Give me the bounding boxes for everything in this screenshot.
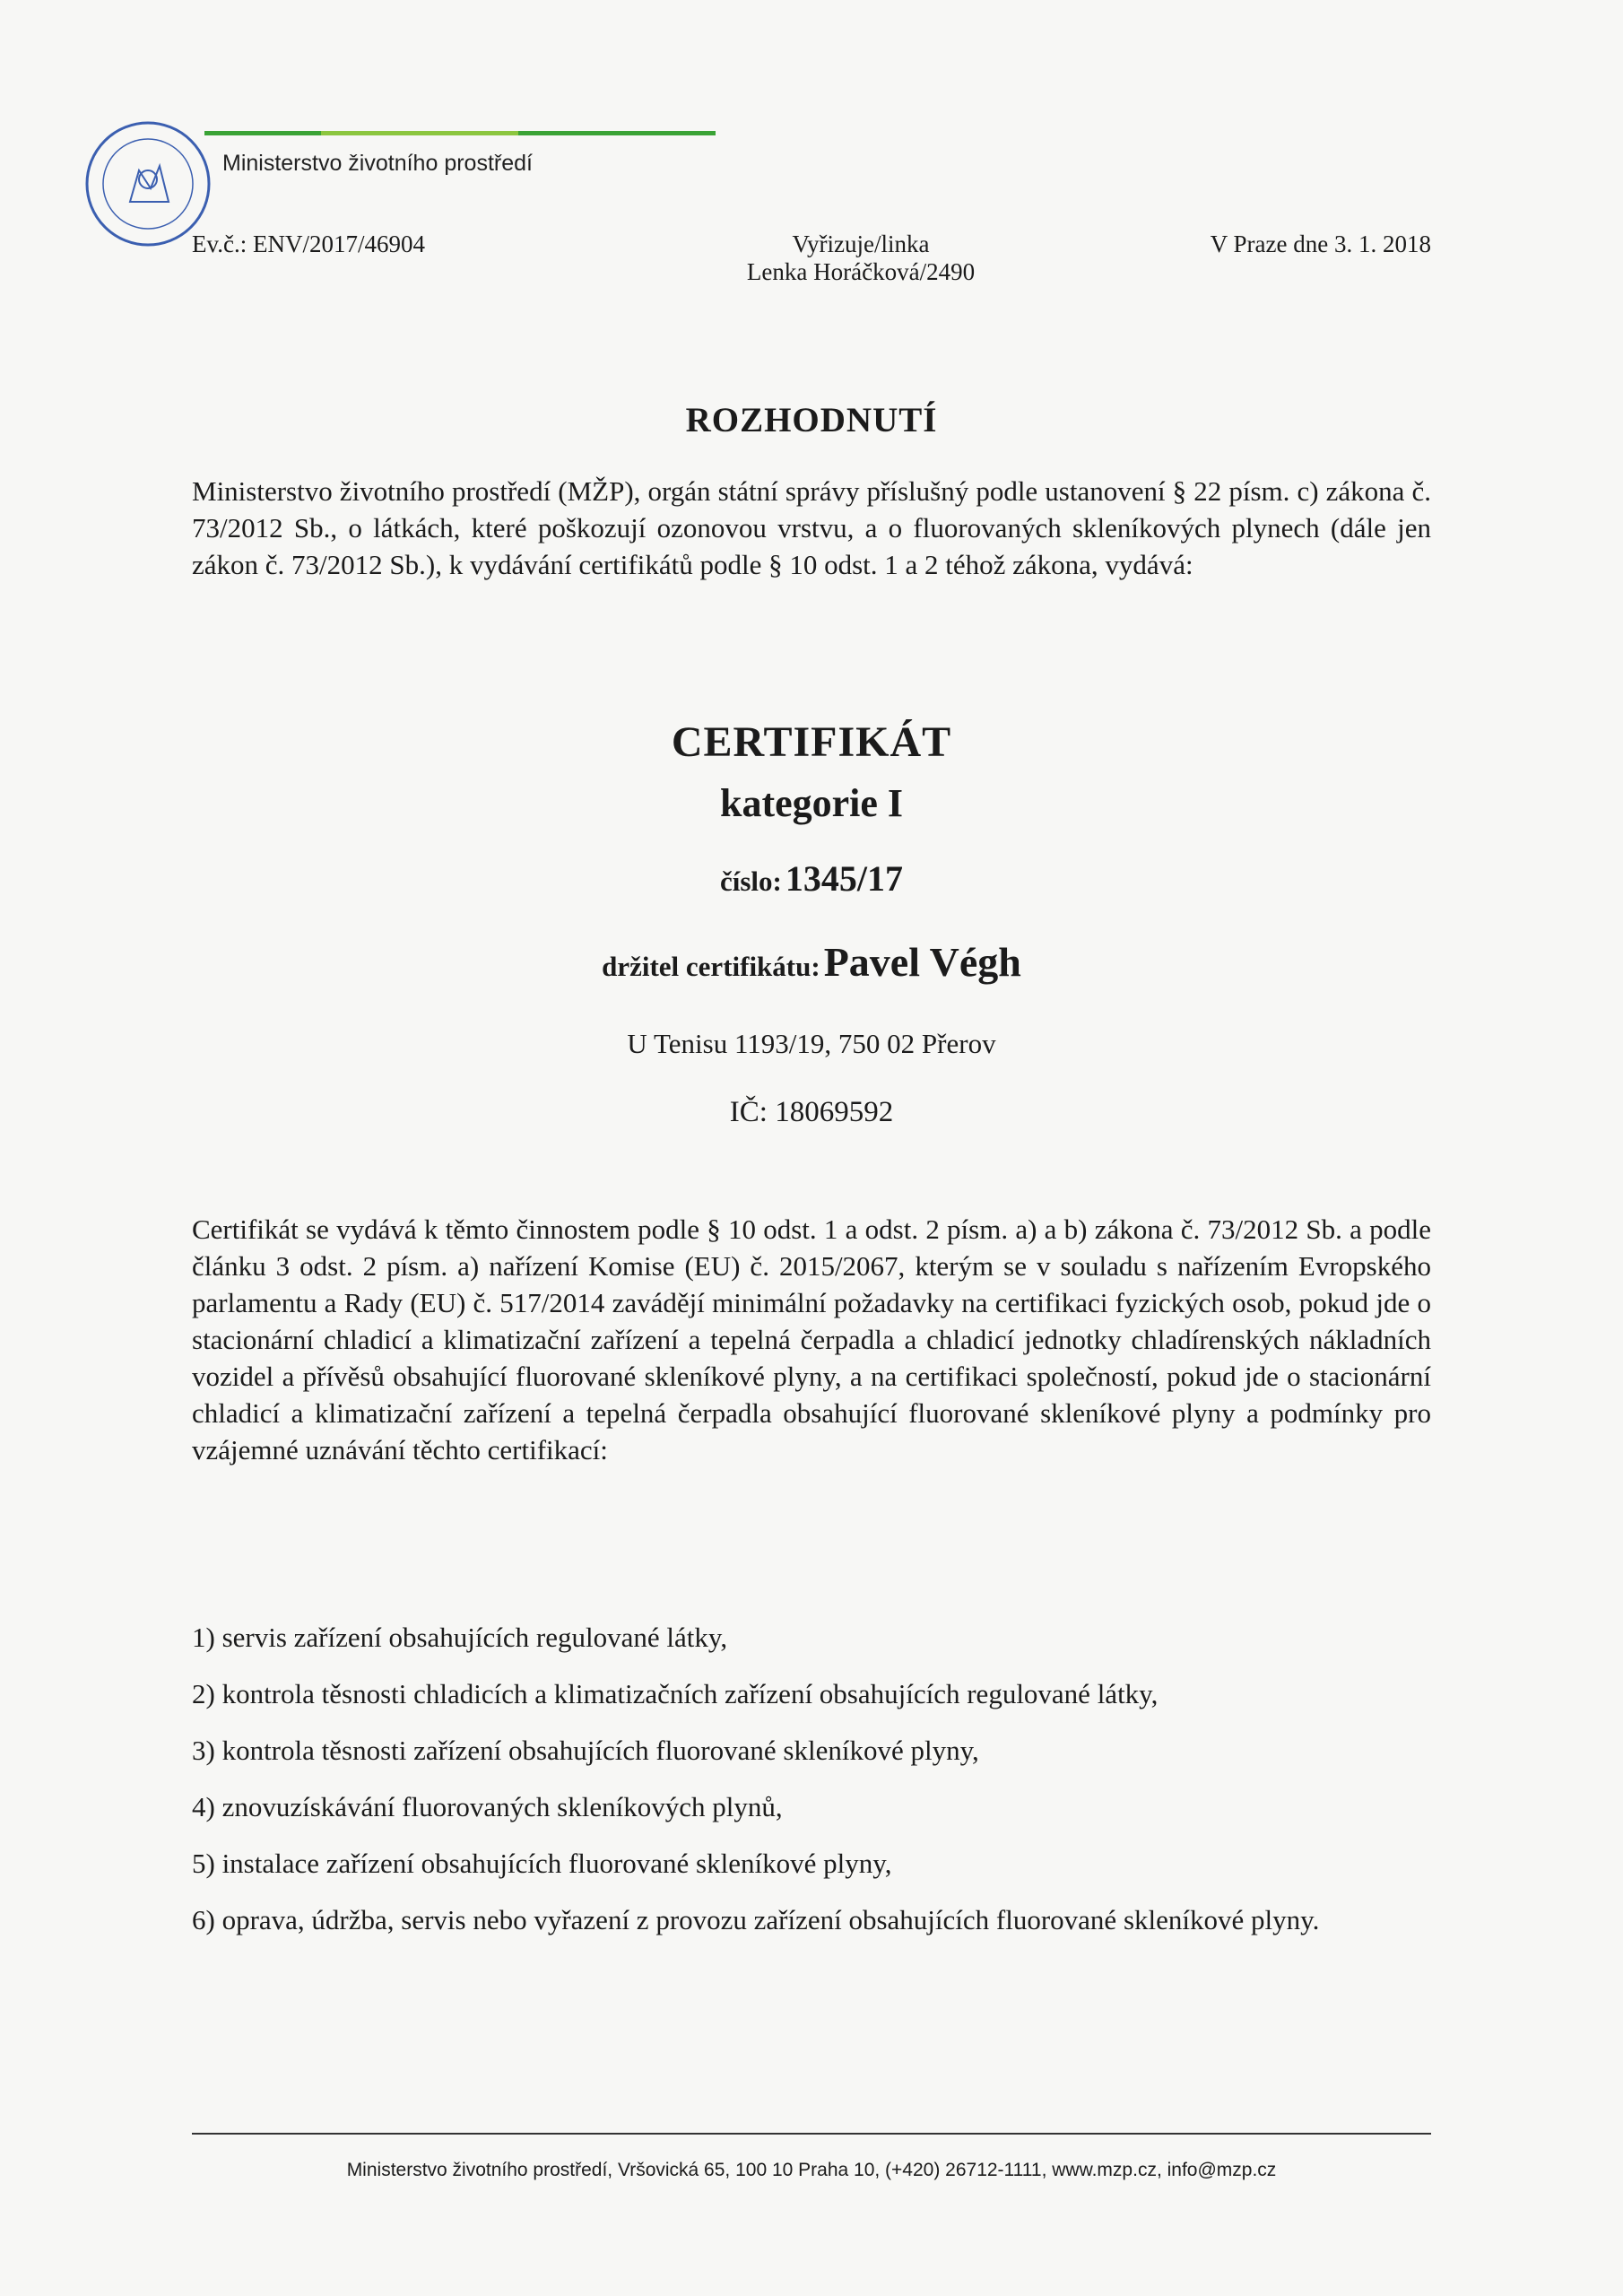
activities-intro: Certifikát se vydává k těmto činnostem podle § 10 odst. 1 a odst. 2 písm. a) a b) zákona č. 73/2012 Sb. a podle článku 3 odst. 2 písm. a) nařízení Komise (EU) č. 2015/2067, kterým se v souladu s nařízením Evropského parlamentu a Rady (EU) č. 517/2014 zavádějí minimální požadavky na certifikaci fyzických osob, pokud jde o stacionární chladicí a klimatizační zařízení a tepelná čerpadla a chladicí jednotky chladírenských nákladních vozidel a přívěsů obsahující fluorované skleníkové plyny, a na certifikaci společností, pokud jde o stacionární chladicí a klimatizační zařízení a tepelná čerpadla obsahující fluorované skleníkové plyny a podmínky pro vzájemné uznávání těchto certifikací: (192, 1213, 1431, 1465)
header-bar-3 (518, 131, 716, 135)
certificate-number (0, 857, 1623, 900)
holder-name: Pavel Végh (823, 939, 1021, 985)
certificate-title: CERTIFIKÁT (671, 718, 952, 766)
list-item: 5) instalace zařízení obsahujících fluorované skleníkové plyny, (192, 1848, 892, 1879)
decision-title: ROZHODNUTÍ (685, 401, 938, 439)
footer-divider (192, 2133, 1431, 2135)
certificate-number-label: číslo: (720, 865, 782, 897)
ministry-name: Ministerstvo životního prostředí (222, 151, 533, 176)
certificate-holder (0, 938, 1623, 986)
activities-list (192, 1619, 1431, 1958)
list-item: 1) servis zařízení obsahujících regulované látky, (192, 1622, 728, 1653)
reference-number: Ev.č.: ENV/2017/46904 (192, 230, 425, 257)
holder-label: držitel certifikátu: (602, 951, 820, 982)
handler-block (690, 230, 1031, 286)
header-bar-1 (204, 131, 321, 135)
certificate-number-value: 1345/17 (785, 858, 903, 899)
list-item: 4) znovuzískávání fluorovaných skleníkových plynů, (192, 1791, 783, 1822)
place-date: V Praze dne 3. 1. 2018 (1210, 230, 1431, 257)
list-item: 3) kontrola těsnosti zařízení obsahujících fluorované skleníkové plyny, (192, 1735, 979, 1766)
handler-name: Lenka Horáčková/2490 (746, 258, 976, 285)
holder-ico: IČ: 18069592 (729, 1096, 894, 1128)
footer-contact: Ministerstvo životního prostředí, Vršovická 65, 100 10 Praha 10, (+420) 26712-1111, www.mzp.cz, info@mzp.cz (346, 2160, 1277, 2180)
certificate-category: kategorie I (719, 781, 904, 825)
list-item: 6) oprava, údržba, servis nebo vyřazení z provozu zařízení obsahujících fluorované skleníkové plyny. (192, 1904, 1320, 1935)
intro-paragraph: Ministerstvo životního prostředí (MŽP), orgán státní správy příslušný podle ustanovení § 22 písm. c) zákona č. 73/2012 Sb., o látkách, které poškozují ozonovou vrstvu, a o fluorovaných skleníkových plynech (dále jen zákon č. 73/2012 Sb.), k vydávání certifikátů podle § 10 odst. 1 a 2 téhož zákona, vydává: (192, 475, 1431, 580)
header-bar-2 (321, 131, 518, 135)
list-item: 2) kontrola těsnosti chladicích a klimatizačních zařízení obsahujících regulované látky, (192, 1678, 1159, 1709)
handler-label: Vyřizuje/linka (792, 230, 930, 257)
holder-address: U Tenisu 1193/19, 750 02 Přerov (627, 1028, 996, 1059)
